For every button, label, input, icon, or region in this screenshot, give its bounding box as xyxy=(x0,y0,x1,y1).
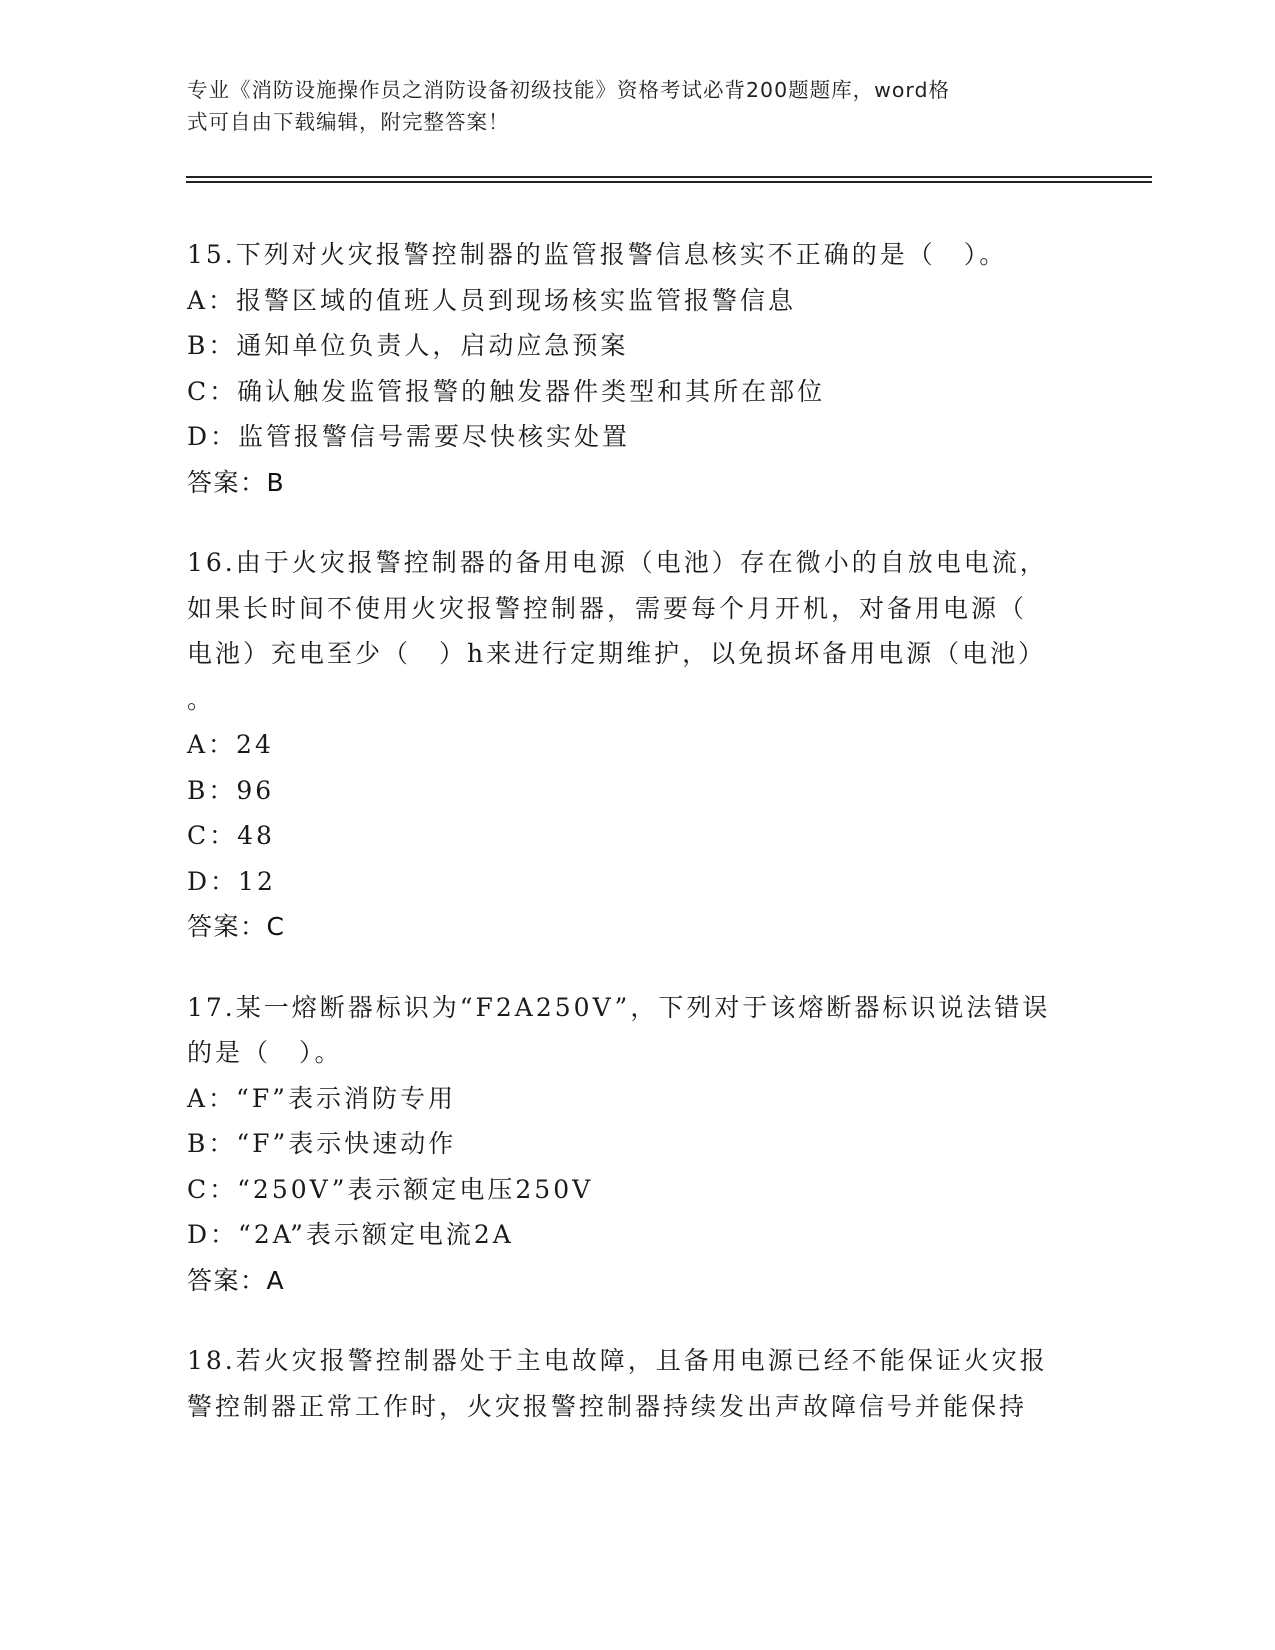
question-text: 17.某一熔断器标识为“F2A250V”，下列对于该熔断器标识说法错误 xyxy=(187,992,1051,1022)
answer: 答案：C xyxy=(187,912,286,941)
option-c: C：确认触发监管报警的触发器件类型和其所在部位 xyxy=(187,376,826,406)
option-d: D：12 xyxy=(187,866,276,896)
option-d: D：监管报警信号需要尽快核实处置 xyxy=(187,422,631,451)
question-text: 。 xyxy=(187,684,216,714)
question-15 xyxy=(187,232,1087,505)
option-b: B：“F”表示快速动作 xyxy=(187,1129,457,1158)
option-d: D：“2A”表示额定电流2A xyxy=(187,1220,514,1249)
option-a: A：“F”表示消防专用 xyxy=(187,1083,456,1113)
answer: 答案：A xyxy=(187,1265,286,1295)
header-divider-bottom xyxy=(186,181,1152,183)
question-16 xyxy=(187,540,1087,950)
option-b: B：通知单位负责人，启动应急预案 xyxy=(187,331,629,360)
question-text: 15.下列对火灾报警控制器的监管报警信息核实不正确的是（ ）。 xyxy=(187,240,1008,269)
answer: 答案：B xyxy=(187,467,286,497)
question-list xyxy=(187,232,1087,1464)
option-a: A：报警区域的值班人员到现场核实监管报警信息 xyxy=(187,285,797,315)
header-divider-top xyxy=(186,176,1152,178)
option-b: B：96 xyxy=(187,775,275,805)
header-line-2: 式可自由下载编辑，附完整答案！ xyxy=(187,110,510,134)
option-c: C：“250V”表示额定电压250V xyxy=(187,1174,594,1204)
question-text: 如果长时间不使用火灾报警控制器，需要每个月开机，对备用电源（ xyxy=(187,593,1028,623)
question-text: 18.若火灾报警控制器处于主电故障，且备用电源已经不能保证火灾报 xyxy=(187,1346,1048,1375)
question-text: 警控制器正常工作时，火灾报警控制器持续发出声故障信号并能保持 xyxy=(187,1391,1028,1421)
question-18 xyxy=(187,1338,1087,1429)
header-line-1: 专业《消防设施操作员之消防设备初级技能》资格考试必背200题题库，word格 xyxy=(187,78,951,102)
option-a: A：24 xyxy=(187,730,274,759)
question-17 xyxy=(187,985,1087,1304)
document-header xyxy=(187,74,1067,138)
question-text: 16.由于火灾报警控制器的备用电源（电池）存在微小的自放电电流， xyxy=(187,548,1048,577)
question-text: 的是（ ）。 xyxy=(187,1038,343,1067)
option-c: C：48 xyxy=(187,821,275,850)
question-text: 电池）充电至少（ ）h来进行定期维护，以免损坏备用电源（电池） xyxy=(187,639,1047,668)
